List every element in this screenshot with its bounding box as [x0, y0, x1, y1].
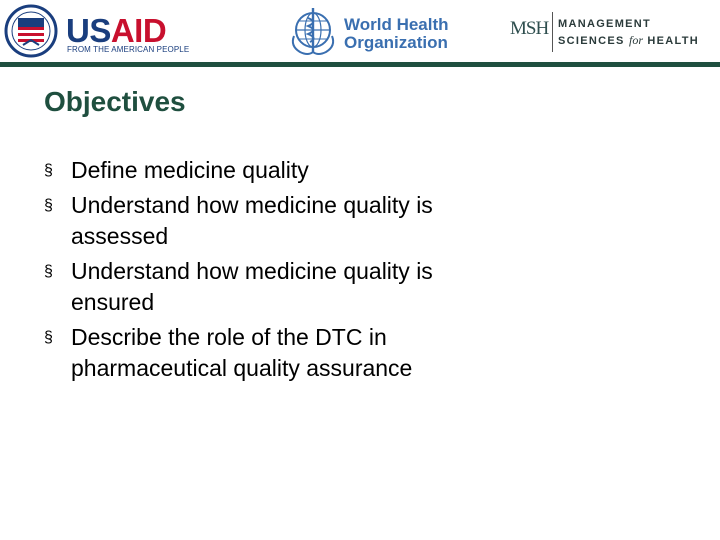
bullet-text: Define medicine quality: [71, 157, 309, 183]
who-line-2: Organization: [344, 33, 448, 52]
bullet-text: Understand how medicine quality is assessed: [71, 192, 433, 249]
msh-divider: [552, 12, 553, 52]
logo-header: [0, 0, 720, 64]
list-item: [44, 256, 644, 318]
usaid-tagline: FROM THE AMERICAN PEOPLE: [67, 45, 190, 54]
objectives-list: [44, 155, 644, 388]
who-logo: [286, 6, 449, 58]
who-emblem-icon: [286, 6, 340, 58]
slide-title: Objectives: [44, 86, 186, 117]
who-wordmark: [344, 16, 449, 52]
bullet-marker-icon: §: [44, 162, 53, 179]
msh-line-1: MANAGEMENT: [558, 18, 652, 30]
bullet-marker-icon: §: [44, 263, 53, 280]
bullet-marker-icon: §: [44, 197, 53, 214]
bullet-text: Describe the role of the DTC in pharmaceutical quality assurance: [71, 324, 413, 381]
usaid-seal-icon: [2, 4, 60, 58]
msh-wordmark: [558, 16, 699, 49]
list-item: [44, 190, 644, 252]
msh-monogram: MSH: [510, 18, 549, 39]
usaid-wordmark: USAID: [66, 12, 167, 49]
list-item: [44, 322, 644, 384]
bullet-marker-icon: §: [44, 329, 53, 346]
who-line-1: World Health: [344, 15, 449, 34]
usaid-logo: [2, 4, 190, 56]
list-item: [44, 155, 644, 186]
header-divider: [0, 62, 720, 67]
msh-line-2: SCIENCES for HEALTH: [558, 33, 699, 47]
bullet-text: Understand how medicine quality is ensured: [71, 258, 433, 315]
